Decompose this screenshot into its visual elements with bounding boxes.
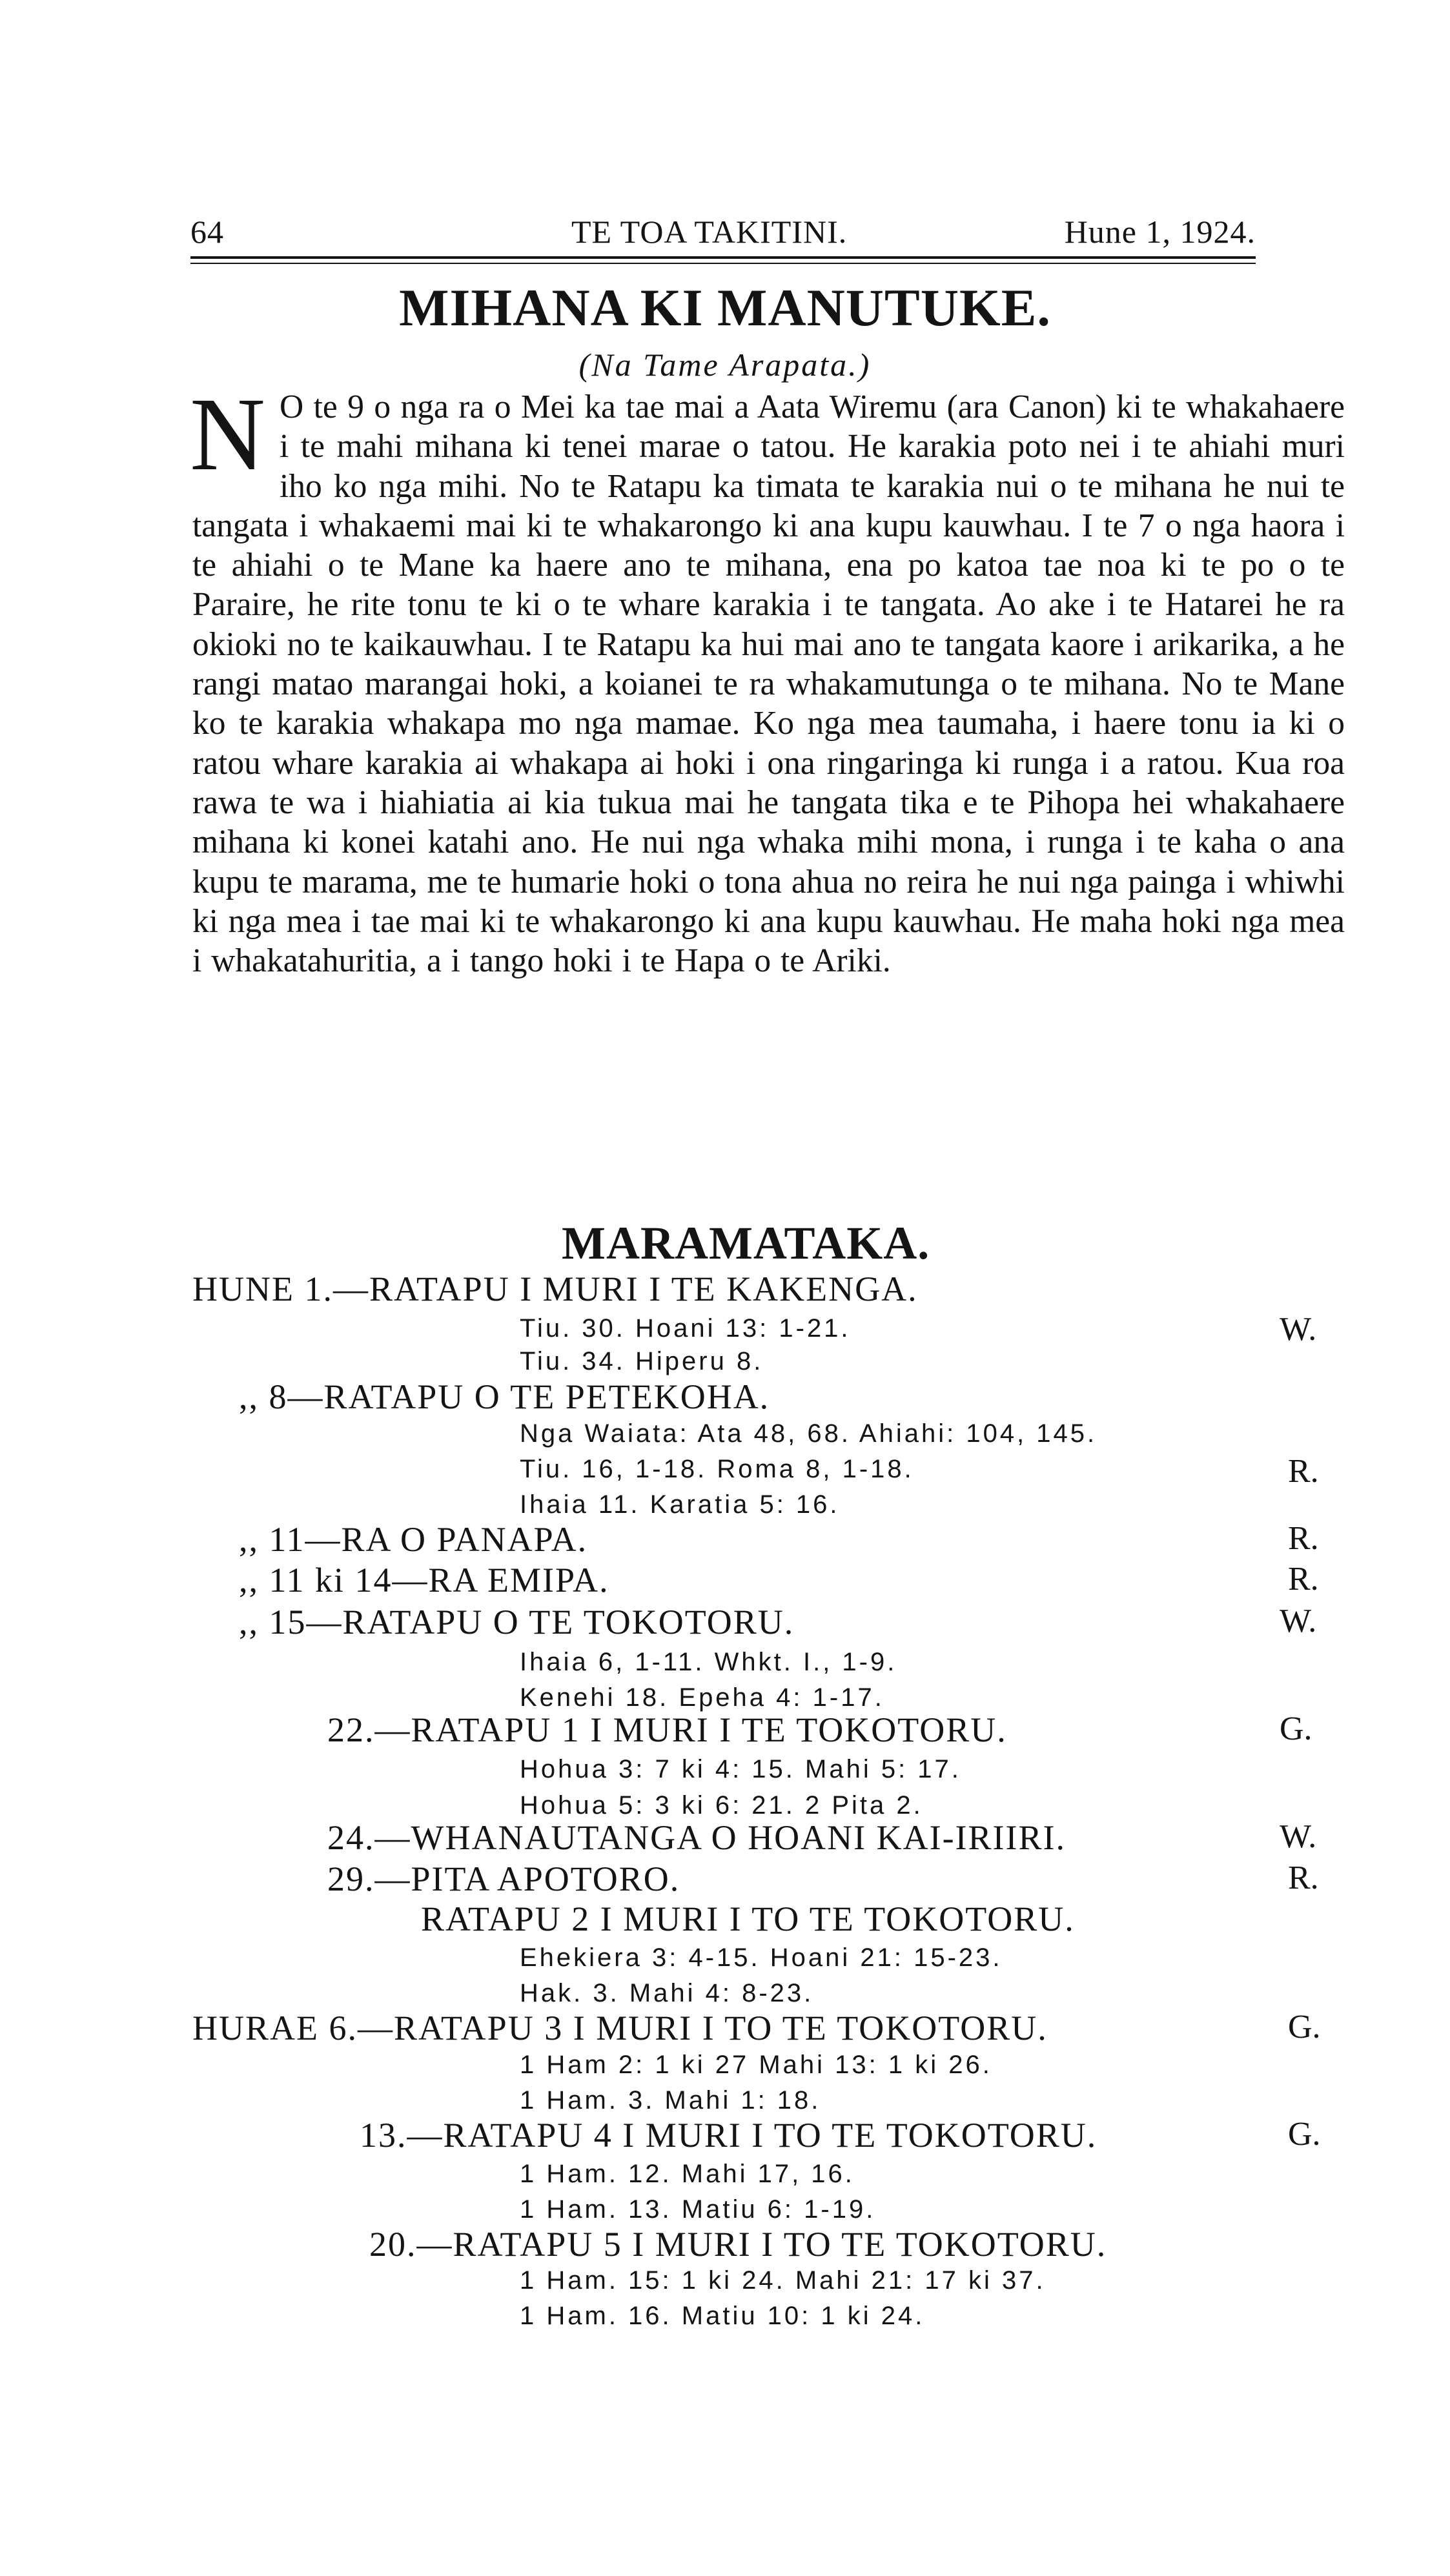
liturgical-colour: R.	[1288, 1453, 1319, 1490]
calendar-heading: RATAPU 2 I MURI I TO TE TOKOTORU.	[421, 1900, 1075, 1938]
calendar-heading: 20.—RATAPU 5 I MURI I TO TE TOKOTORU.	[369, 2225, 1107, 2264]
calendar-reading: Hak. 3. Mahi 4: 8-23.	[520, 1979, 814, 2007]
liturgical-colour: G.	[1280, 1710, 1312, 1747]
running-header	[190, 213, 1256, 258]
liturgical-colour: G.	[1288, 2116, 1321, 2153]
issue-date: Hune 1, 1924.	[1064, 214, 1256, 250]
calendar-heading: ,, 11 ki 14—RA EMIPA.	[239, 1561, 609, 1599]
header-rule	[190, 256, 1256, 259]
calendar-reading: Hohua 5: 3 ki 6: 21. 2 Pita 2.	[520, 1791, 923, 1820]
calendar-title: MARAMATAKA.	[562, 1217, 930, 1269]
page-number: 64	[190, 214, 224, 250]
calendar-reading: Ihaia 11. Karatia 5: 16.	[520, 1490, 840, 1519]
liturgical-colour: W.	[1280, 1311, 1317, 1348]
calendar-reading: Nga Waiata: Ata 48, 68. Ahiahi: 104, 145.	[520, 1419, 1098, 1448]
calendar-reading: Ihaia 6, 1-11. Whkt. I., 1-9.	[520, 1648, 897, 1676]
calendar-heading: ,, 11—RA O PANAPA.	[239, 1520, 588, 1559]
drop-cap: N	[190, 377, 265, 492]
publication-title: TE TOA TAKITINI.	[571, 214, 848, 250]
article-paragraph: O te 9 o nga ra o Mei ka tae mai a Aata Wiremu (ara Canon) ki te whakahaere i te mahi mihana ki tenei marae o tatou. He karakia poto nei i te ahiahi muri iho ko nga mihi. No te Ratapu ka timata te karakia nui o te mihana he nui te tangata i whakaemi mai ki te whakarongo ki ana kupu kauwhau. I te 7 o nga haora i te ahiahi o te Mane ka haere ano te mihana, ena po katoa tae noa ki te po o te Paraire, he rite tonu te ki o te whare karakia i te tangata. Ao ake i te Hatarei he ra okioki no te kaikauwhau. I te Ratapu ka hui mai ano te tangata kaore i arikarika, a he rangi matao marangai hoki, a koianei te ra whakamutunga o te mihana. No te Mane ko te karakia whakapa mo nga mamae. Ko nga mea taumaha, i haere tonu ia ki o ratou whare karakia ai whakapa ai hoki i ona ringaringa ki runga i a ratou. Kua roa rawa te wa i hiahiatia ai kia tukua mai he tangata tika e te Pihopa hei whakahaere mihana ki konei katahi ano. He nui nga whaka mihi mona, i runga i te kaha o ana kupu te marama, me te humarie hoki o tona ahua no reira he nui nga painga i whiwhi ki nga mea i tae mai ki te whakarongo ki ana kupu kauwhau. He maha hoki nga mea i whakatahuritia, a i tango hoki i te Hapa o te Ariki.	[192, 389, 1345, 980]
calendar-reading: Hohua 3: 7 ki 4: 15. Mahi 5: 17.	[520, 1755, 961, 1783]
calendar-heading: ,, 8—RATAPU O TE PETEKOHA.	[239, 1377, 770, 1416]
calendar-heading: 24.—WHANAUTANGA O HOANI KAI-IRIIRI.	[327, 1818, 1067, 1857]
calendar-heading: HURAE 6.—RATAPU 3 I MURI I TO TE TOKOTORU.	[192, 2009, 1048, 2047]
calendar-heading: ,, 15—RATAPU O TE TOKOTORU.	[239, 1603, 795, 1641]
calendar-reading: 1 Ham. 3. Mahi 1: 18.	[520, 2086, 821, 2115]
calendar-heading: HUNE 1.—RATAPU I MURI I TE KAKENGA.	[192, 1270, 918, 1308]
calendar-reading: Tiu. 30. Hoani 13: 1-21.	[520, 1314, 851, 1343]
liturgical-colour: W.	[1280, 1603, 1317, 1639]
calendar-reading: Tiu. 16, 1-18. Roma 8, 1-18.	[520, 1455, 914, 1483]
liturgical-colour: W.	[1280, 1818, 1317, 1855]
calendar-reading: Kenehi 18. Epeha 4: 1-17.	[520, 1683, 884, 1712]
calendar-heading: 29.—PITA APOTORO.	[327, 1860, 680, 1898]
calendar-reading: Tiu. 34. Hiperu 8.	[520, 1347, 764, 1375]
liturgical-colour: R.	[1288, 1520, 1319, 1557]
header-rule-thin	[190, 263, 1256, 264]
calendar-reading: 1 Ham. 15: 1 ki 24. Mahi 21: 17 ki 37.	[520, 2266, 1046, 2295]
calendar-heading: 13.—RATAPU 4 I MURI I TO TE TOKOTORU.	[360, 2116, 1098, 2155]
liturgical-colour: R.	[1288, 1860, 1319, 1896]
article-body	[190, 377, 1345, 980]
calendar-reading: 1 Ham. 16. Matiu 10: 1 ki 24.	[520, 2302, 925, 2330]
calendar-reading: Ehekiera 3: 4-15. Hoani 21: 15-23.	[520, 1943, 1003, 1972]
article-byline: (Na Tame Arapata.)	[578, 347, 872, 383]
liturgical-colour: G.	[1288, 2009, 1321, 2045]
calendar-reading: 1 Ham. 12. Mahi 17, 16.	[520, 2160, 855, 2188]
article-title: MIHANA KI MANUTUKE.	[399, 278, 1051, 337]
calendar-reading: 1 Ham 2: 1 ki 27 Mahi 13: 1 ki 26.	[520, 2051, 992, 2079]
liturgical-colour: R.	[1288, 1561, 1319, 1597]
calendar-reading: 1 Ham. 13. Matiu 6: 1-19.	[520, 2195, 876, 2224]
calendar-heading: 22.—RATAPU 1 I MURI I TE TOKOTORU.	[327, 1710, 1007, 1749]
